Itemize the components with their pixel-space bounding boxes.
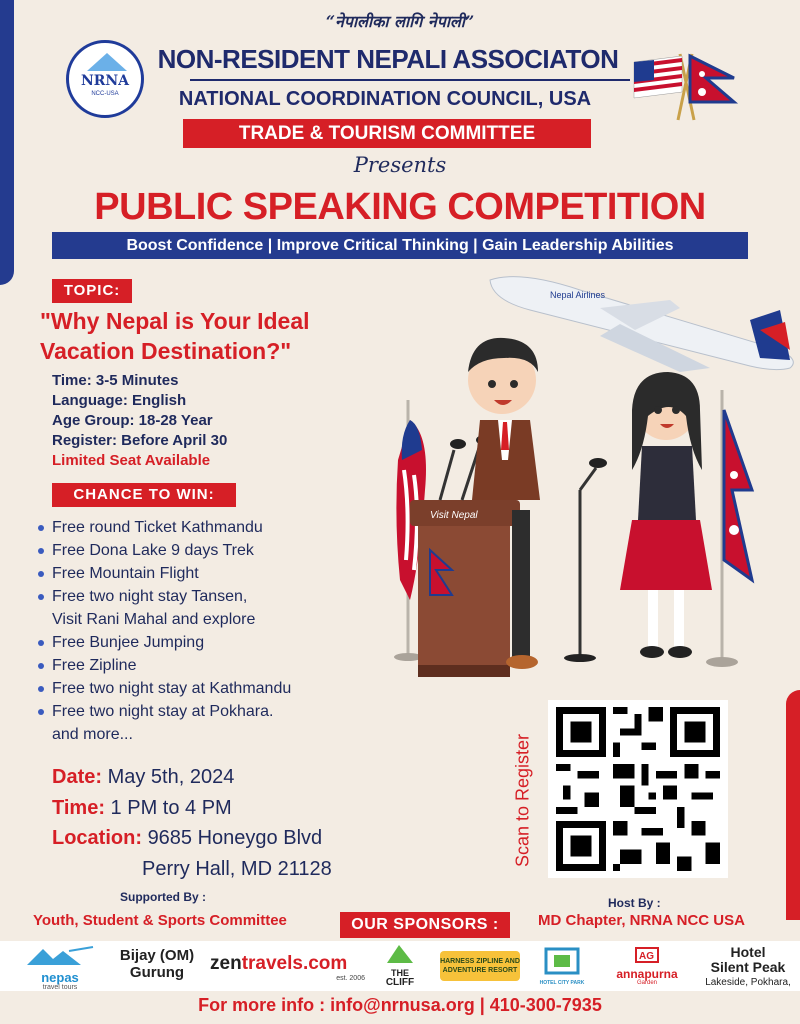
annapurna-garden-logo: AG annapurna Garden [604,947,690,986]
prize-item: Free two night stay at Pokhara. [36,700,376,723]
nepali-tagline: “नेपालीका लागि नेपाली” [325,12,475,31]
prize-list [36,516,376,746]
nepal-flag-icon [690,56,734,102]
date-label: Date: [52,766,103,788]
logo-subtext: NCC-USA [91,91,119,97]
podium-icon [410,500,520,677]
logo-text: NRNA [80,73,130,89]
crossed-flags-icon [630,52,742,122]
limited-seat-notice: Limited Seat Available [52,452,211,469]
time-limit: Time: 3-5 Minutes [52,372,179,389]
right-edge-accent [786,690,800,920]
cliff-icon [385,943,415,963]
contact-info: For more info : info@nrnusa.org | 410-300-7935 [198,995,602,1015]
prize-item: Free two night stay at Kathmandu [36,677,376,700]
supporting-committee: Youth, Student & Sports Committee [33,912,287,929]
supported-by-label: Supported By : [120,890,206,904]
nepas-logo: nepas travel tours [20,945,100,991]
prize-item: Free Bunjee Jumping [36,631,376,654]
location-label: Location: [52,827,142,849]
mountain-icon [25,945,95,967]
prize-item: Free round Ticket Kathmandu [36,516,376,539]
nrna-logo [66,40,144,118]
organization-title: NON-RESIDENT NEPALI ASSOCIATON [157,44,619,74]
time-value: 1 PM to 4 PM [110,797,232,819]
committee-banner: TRADE & TOURISM COMMITTEE [183,119,591,148]
prize-item: Free Dona Lake 9 days Trek [36,539,376,562]
the-cliff-logo: THE CLIFF [376,943,424,988]
prize-item-continued: Visit Rani Mahal and explore [52,611,256,628]
competition-title: PUBLIC SPEAKING COMPETITION [94,186,706,228]
event-date [52,766,234,789]
hotel-city-park-logo: HOTEL CITY PARK [534,945,590,986]
topic-question: "Why Nepal is Your Ideal Vacation Destination?" [40,308,310,364]
presents-text: Presents [353,153,447,177]
host-by-label: Host By : [608,896,661,910]
location-line2: Perry Hall, MD 21128 [142,858,332,880]
microphone-icon [589,458,607,468]
speakers-illustration [380,260,800,680]
hotel-silent-peak-sponsor: Hotel Silent Peak Lakeside, Pokhara, [705,944,791,988]
girl-speaker-figure [620,372,712,658]
podium-text: Visit Nepal [430,510,478,521]
nepal-flag-pole-icon [706,390,752,667]
mountain-icon [87,53,127,71]
plane-livery-text: Nepal Airlines [550,290,606,300]
prize-item: Free Mountain Flight [36,562,376,585]
competition-details [52,371,227,471]
benefits-bar: Boost Confidence | Improve Critical Thinking | Gain Leadership Abilities [52,232,748,259]
register-deadline: Register: Before April 30 [52,432,228,449]
topic-label: TOPIC: [52,279,132,303]
event-location [52,827,322,850]
zentravels-logo: zentravels.com est. 2006 [210,953,365,982]
microphone-icon [450,439,466,449]
scan-to-register: Scan to Register [512,733,533,868]
prize-item: Free Zipline [36,654,376,677]
annapurna-mark-icon [635,947,659,963]
sponsors-heading: OUR SPONSORS : [340,912,510,938]
event-time [52,797,232,820]
prize-item: Free two night stay Tansen, [36,585,376,608]
location-line1: 9685 Honeygo Blvd [147,827,323,849]
harness-zipline-logo: HARNESS ZIPLINE AND ADVENTURE RESORT [440,951,520,981]
bijay-gurung-sponsor: Bijay (OM) Gurung [119,947,195,981]
chance-to-win-label: CHANCE TO WIN: [52,483,236,507]
registration-qr-code[interactable] [548,700,728,878]
sponsor-logos [0,941,800,991]
us-flag-icon [634,56,682,98]
hotel-icon [542,945,582,975]
organization-subtitle: NATIONAL COORDINATION COUNCIL, USA [178,88,592,110]
title-divider [190,79,630,81]
left-edge-accent [0,0,14,285]
host-chapter: MD Chapter, NRNA NCC USA [538,912,745,929]
date-value: May 5th, 2024 [107,766,235,788]
prize-item-more: and more... [52,726,133,743]
language: Language: English [52,392,187,409]
svg-text:AG: AG [639,951,654,962]
age-group: Age Group: 18-28 Year [52,412,213,429]
time-label: Time: [52,797,105,819]
